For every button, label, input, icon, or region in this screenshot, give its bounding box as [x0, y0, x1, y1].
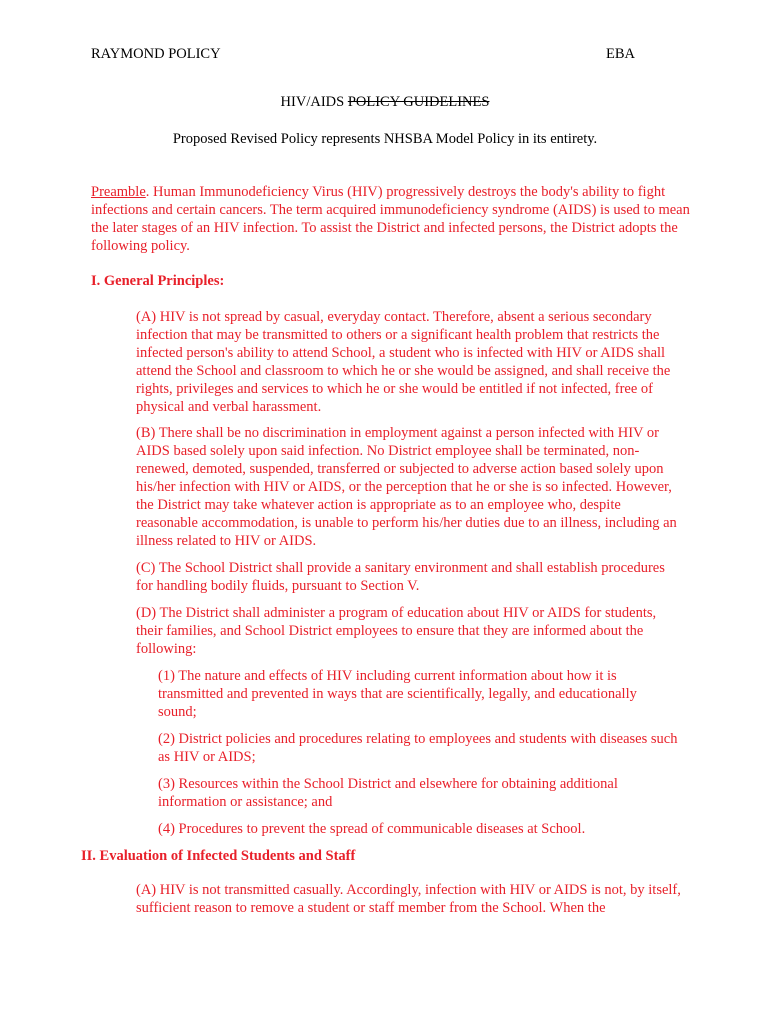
preamble-paragraph: [91, 183, 691, 255]
section-1-d-item-1: (1) The nature and effects of HIV including current information about how it is transmitted and prevented in ways that are scientifically, legally, and educationally sound;: [158, 668, 637, 720]
title-text: HIV/AIDS: [280, 94, 348, 110]
header-policy-name: RAYMOND POLICY: [91, 46, 221, 62]
revision-note: Proposed Revised Policy represents NHSBA Model Policy in its entirety.: [172, 131, 598, 147]
section-1-paragraph-d: (D) The District shall administer a program of education about HIV or AIDS for students, their families, and School District employees to ensure that they are informed about the following:: [136, 605, 657, 657]
section-1-paragraph-a: (A) HIV is not spread by casual, everyday contact. Therefore, absent a serious secondary infection that may be transmitted to others or a significant health problem that restricts the infected person's ability to attend School, a student who is infected with HIV or AIDS shall attend the School and classroom to which he or she would be assigned, and shall receive the rights, privileges and services to which he or she would be entitled if not infected, free of physical and verbal harassment.: [136, 309, 671, 415]
document-title: [0, 94, 770, 111]
section-2-heading: II. Evaluation of Infected Students and Staff: [81, 848, 356, 864]
header-policy-code: EBA: [606, 46, 635, 62]
section-2-paragraph-a: (A) HIV is not transmitted casually. Accordingly, infection with HIV or AIDS is not, by itself, sufficient reason to remove a student or staff member from the School. When the: [136, 882, 681, 916]
section-1-d-item-3: (3) Resources within the School District and elsewhere for obtaining additional information or assistance; and: [158, 776, 618, 810]
section-1-paragraph-b: (B) There shall be no discrimination in employment against a person infected with HIV or AIDS based solely upon said infection. No District employee shall be terminated, non-renewed, demoted, suspended, transferred or subjected to adverse action based solely upon his/her infection with HIV or AIDS, or the perception that he or she is so infected. However, the District may take whatever action is appropriate as to an employee who, despite reasonable accommodation, is unable to perform his/her duties due to an illness, including an illness related to HIV or AIDS.: [136, 425, 677, 549]
preamble-body: . Human Immunodeficiency Virus (HIV) progressively destroys the body's ability to fight infections and certain cancers. The term acquired immunodeficiency syndrome (AIDS) is used to mean the later stages of an HIV infection. To assist the District and infected persons, the District adopts the following policy.: [91, 184, 690, 254]
title-struck-text: POLICY GUIDELINES: [347, 94, 490, 110]
section-1-paragraph-c: (C) The School District shall provide a sanitary environment and shall establish procedures for handling bodily fluids, pursuant to Section V.: [136, 560, 665, 594]
section-1-d-item-2: (2) District policies and procedures relating to employees and students with diseases such as HIV or AIDS;: [158, 731, 678, 765]
preamble-label: Preamble: [91, 184, 146, 200]
section-1-d-item-4: (4) Procedures to prevent the spread of communicable diseases at School.: [158, 821, 586, 837]
section-1-heading: I. General Principles:: [91, 273, 225, 289]
